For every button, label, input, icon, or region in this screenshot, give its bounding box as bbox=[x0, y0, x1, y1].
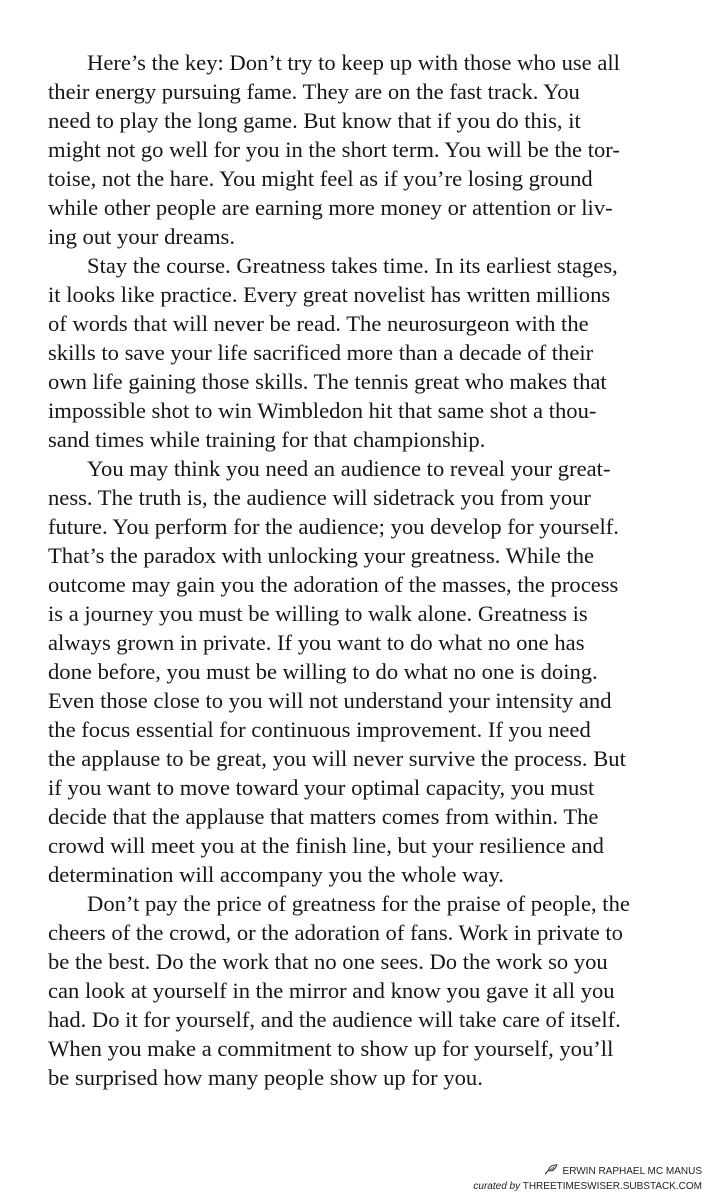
paragraph-3: You may think you need an audience to reveal your great- ness. The truth is, the audience will sidetrack you from your future. You perform for the audience; you develop for yourself. That’s the paradox with unlocking your greatness. While the outcome may gain you the adoration of the masses, the process is a journey you must be willing to walk alone. Greatness is always grown in private. If you want to do what no one has done before, you must be willing to do what no one is doing. Even those close to you will not understand your intensity and the focus essential for continuous improvement. If you need the applause to be great, you will never survive the process. But if you want to move toward your optimal capacity, you must decide that the applause that matters comes from within. The crowd will meet you at the finish line, but your resilience and determination will accompany you the whole way. bbox=[48, 456, 626, 887]
quill-feather-icon bbox=[544, 1164, 558, 1175]
curator-link[interactable]: THREETIMESWISER.SUBSTACK.COM bbox=[522, 1181, 702, 1192]
curated-by-label: curated by bbox=[473, 1181, 521, 1192]
paragraph-1: Here’s the key: Don’t try to keep up with those who use all their energy pursuing fame. They are on the fast track. You need to play the long game. But know that if you do this, it might not go well for you in the short term. You will be the tor- toise, not the hare. You might feel as if you’re losing ground while other people are earning more money or attention or liv- ing out your dreams. bbox=[48, 50, 620, 249]
curator-credit bbox=[473, 1179, 702, 1194]
excerpt-text bbox=[48, 48, 678, 1092]
attribution bbox=[473, 1164, 702, 1194]
author-credit bbox=[473, 1164, 702, 1179]
paragraph-4: Don’t pay the price of greatness for the praise of people, the cheers of the crowd, or the adoration of fans. Work in private to be the best. Do the work that no one sees. Do the work so you can look at yourself in the mirror and know you gave it all you had. Do it for yourself, and the audience will take care of itself. When you make a commitment to show up for yourself, you’ll be surprised how many people show up for you. bbox=[48, 891, 630, 1090]
paragraph-2: Stay the course. Greatness takes time. In its earliest stages, it looks like practice. Every great novelist has written millions of words that will never be read. The neurosurgeon with the skills to save your life sacrificed more than a decade of their own life gaining those skills. The tennis great who makes that impossible shot to win Wimbledon hit that same shot a thou- sand times while training for that championship. bbox=[48, 253, 618, 452]
author-name: ERWIN RAPHAEL MC MANUS bbox=[562, 1166, 702, 1177]
